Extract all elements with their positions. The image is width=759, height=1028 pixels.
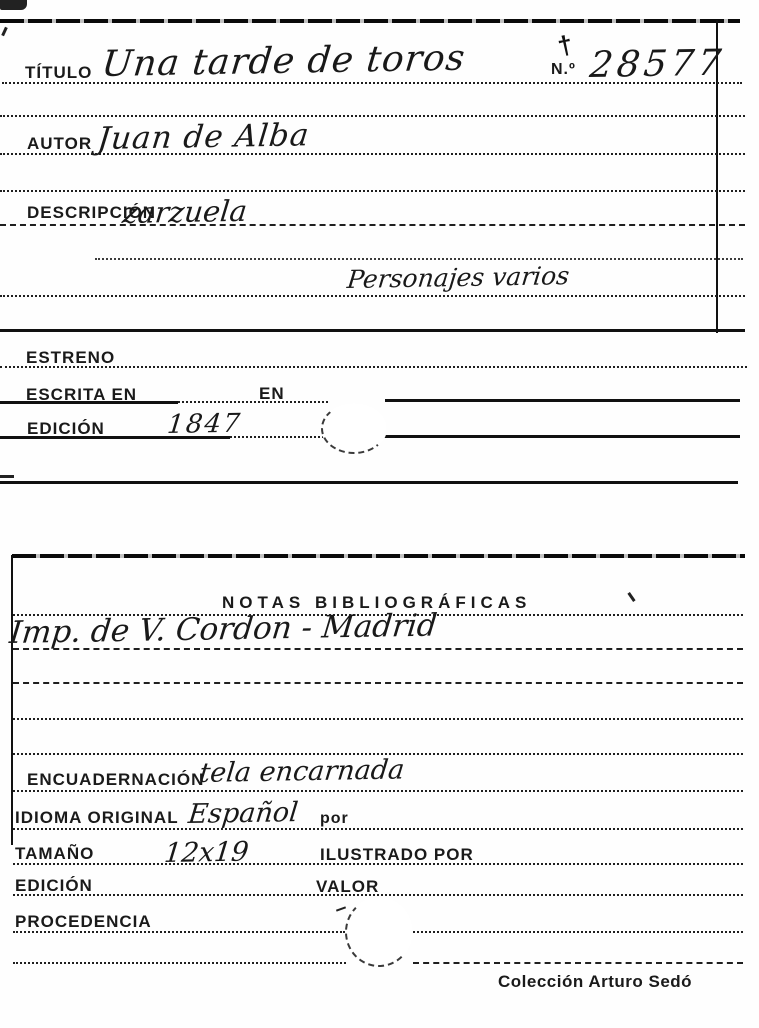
card-bottom-border: [0, 481, 738, 484]
ruled-line: [13, 828, 743, 830]
descripcion-value: zarzuela: [120, 193, 249, 230]
scan-speck: [0, 475, 14, 478]
tamano-label: TAMAÑO: [15, 844, 95, 863]
descripcion-label: DESCRIPCIÓN: [27, 203, 157, 222]
edicion-label: EDICIÓN: [15, 876, 93, 895]
ruled-line-segment: [178, 401, 328, 403]
idioma-label: IDIOMA ORIGINAL: [15, 808, 179, 827]
correction-blob: [321, 403, 387, 454]
autor-value: Juan de Alba: [95, 117, 312, 157]
idioma-value: Español: [186, 797, 300, 830]
ruled-line: [13, 790, 743, 792]
edicion-value: 1847: [165, 408, 244, 440]
ruled-line-segment: [385, 399, 740, 402]
edicion-label: EDICIÓN: [27, 419, 105, 438]
ruled-line-segment: [13, 962, 346, 964]
encuadernacion-value: tela encarnada: [197, 754, 406, 789]
card-top-border: [12, 554, 745, 558]
ruled-line: [95, 258, 743, 260]
ruled-line: [13, 718, 743, 720]
scan-speck: [336, 906, 346, 911]
ruled-line-segment: [410, 931, 743, 933]
valor-label: VALOR: [316, 877, 380, 896]
ruled-line: [0, 295, 745, 297]
tamano-value: 12x19: [162, 836, 251, 869]
procedencia-label: PROCEDENCIA: [15, 912, 152, 931]
autor-label: AUTOR: [27, 134, 93, 153]
cross-mark: †: [554, 28, 576, 62]
notas-header: NOTAS BIBLIOGRÁFICAS: [222, 593, 532, 612]
scan-speck: [627, 592, 635, 602]
notas-value: Imp. de V. Cordon - Madrid: [7, 607, 439, 651]
encuadernacion-label: ENCUADERNACIÓN: [27, 770, 205, 789]
ruled-line: [13, 682, 743, 684]
coleccion-footer: Colección Arturo Sedó: [498, 972, 693, 991]
ruled-line: [0, 224, 745, 226]
en-label: EN: [259, 384, 285, 403]
titulo-label: TÍTULO: [25, 63, 93, 82]
ilustrado-label: ILUSTRADO POR: [320, 845, 474, 864]
card-left-border: [11, 555, 13, 845]
numero-label: N.º: [551, 61, 576, 78]
escrita-en-label: ESCRITA EN: [26, 385, 138, 404]
ruled-line-segment: [230, 436, 332, 438]
ruled-line: [0, 190, 745, 192]
ruled-line: [0, 115, 745, 117]
stain-blob: [345, 897, 413, 967]
ruled-line-segment: [413, 962, 743, 964]
numero-value: 28577: [587, 42, 727, 86]
titulo-value: Una tarde de toros: [99, 37, 468, 85]
scan-ink-blot: [0, 0, 27, 10]
ruled-line-solid: [0, 329, 745, 332]
personajes-value: Personajes varios: [345, 261, 571, 294]
ruled-line-segment: [368, 435, 740, 438]
card-top-border: [0, 19, 740, 23]
estreno-label: ESTRENO: [26, 348, 116, 367]
por-label: por: [320, 810, 349, 827]
scan-speck: [1, 27, 8, 36]
